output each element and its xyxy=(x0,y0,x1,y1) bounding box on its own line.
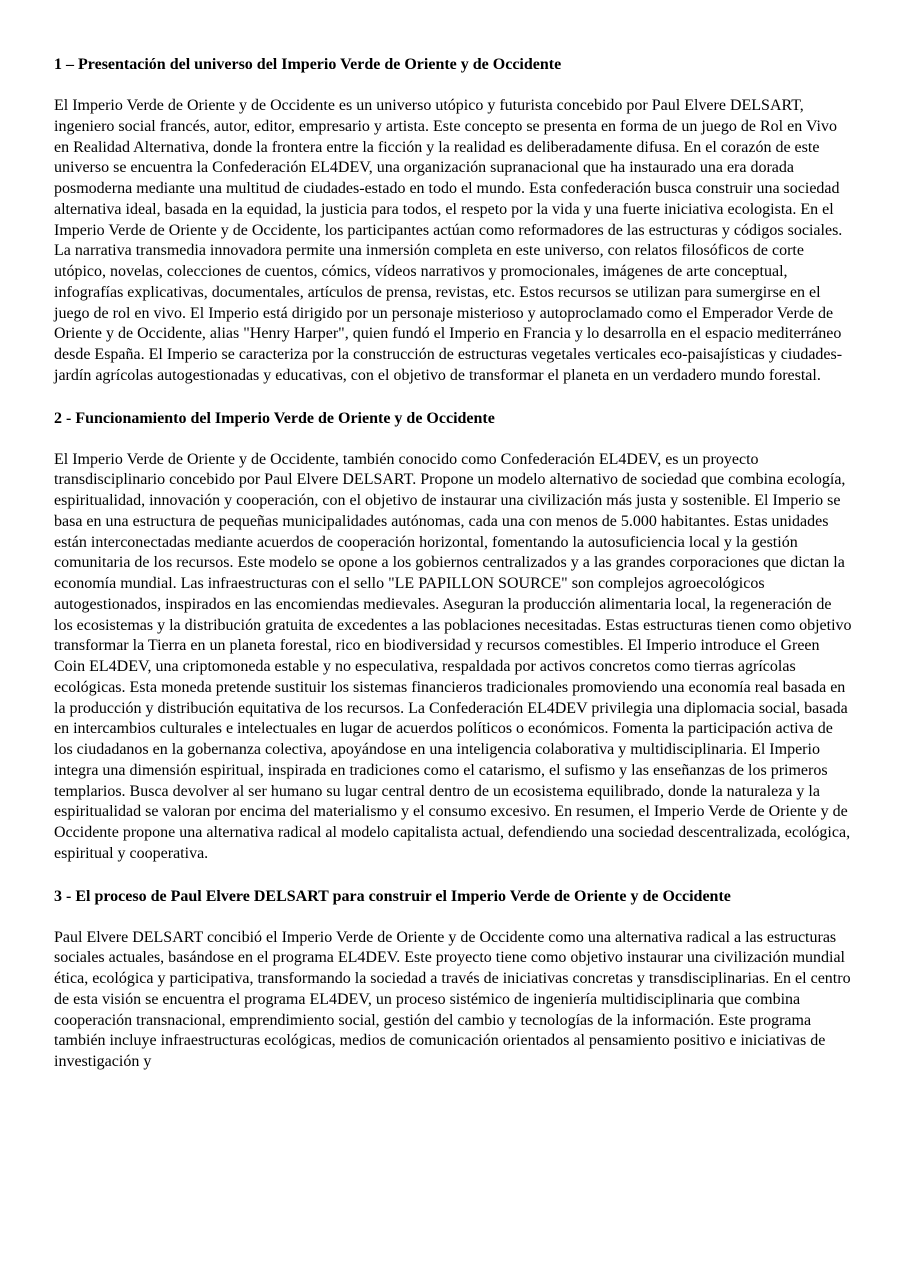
section-paragraph: Paul Elvere DELSART concibió el Imperio Verde de Oriente y de Occidente como una alternativa radical a las estructuras sociales actuales, basándose en el programa EL4DEV. Este proyecto tiene como objetivo instaurar una civilización mundial ética, ecológica y participativa, transformando la sociedad a través de iniciativas concretas y transdisciplinarias. En el centro de esta visión se encuentra el programa EL4DEV, un proceso sistémico de ingeniería multidisciplinaria que combina cooperación transnacional, emprendimiento social, gestión del cambio y tecnologías de la información. Este programa también incluye infraestructuras ecológicas, medios de comunicación orientados al pensamiento positivo e iniciativas de investigación y xyxy=(54,928,851,1070)
section-3 xyxy=(54,886,854,1073)
section-title: 1 – Presentación del universo del Imperio Verde de Oriente y de Occidente xyxy=(54,56,562,73)
section-1 xyxy=(54,54,854,387)
section-title: 2 - Funcionamiento del Imperio Verde de Oriente y de Occidente xyxy=(54,409,495,427)
section-paragraph: El Imperio Verde de Oriente y de Occidente es un universo utópico y futurista concebido por Paul Elvere DELSART, ingeniero social francés, autor, editor, empresario y artista. Este concepto se presenta en forma de un juego de Rol en Vivo en Realidad Alternativa, donde la frontera entre la ficción y la realidad es deliberadamente difusa. En el corazón de este universo se encuentra la Confederación EL4DEV, una organización supranacional que ha instaurado una era dorada posmoderna mediante una multitud de ciudades-estado en todo el mundo. Esta confederación busca construir una sociedad alternativa ideal, basada en la equidad, la justicia para todos, el respeto por la vida y una fuerte iniciativa ecologista. En el Imperio Verde de Oriente y de Occidente, los participantes actúan como reformadores de las estructuras y códigos sociales. La narrativa transmedia innovadora permite una inmersión completa en este universo, con relatos filosóficos de corte utópico, novelas, colecciones de cuentos, cómics, vídeos narrativos y promocionales, imágenes de arte conceptual, infografías explicativas, documentales, artículos de prensa, revistas, etc. Estos recursos se utilizan para sumergirse en el juego de rol en vivo. El Imperio está dirigido por un personaje misterioso y autoproclamado como el Emperador Verde de Oriente y de Occidente, alias "Henry Harper", quien fundó el Imperio en Francia y lo desarrolla en el espacio mediterráneo desde España. El Imperio se caracteriza por la construcción de estructuras vegetales verticales eco-paisajísticas y ciudades-jardín agrícolas autogestionadas y educativas, con el objetivo de transformar el planeta en un verdadero mundo forestal. xyxy=(54,97,843,384)
section-paragraph: El Imperio Verde de Oriente y de Occidente, también conocido como Confederación EL4DEV, es un proyecto transdisciplinario concebido por Paul Elvere DELSART. Propone un modelo alternativo de sociedad que combina ecología, espiritualidad, innovación y cooperación, con el objetivo de instaurar una civilización más justa y sostenible. El Imperio se basa en una estructura de pequeñas municipalidades autónomas, cada una con menos de 5.000 habitantes. Estas unidades están interconectadas mediante acuerdos de cooperación horizontal, fomentando la autosuficiencia local y la gestión comunitaria de los recursos. Este modelo se opone a los gobiernos centralizados y a las grandes corporaciones que dictan la economía mundial. Las infraestructuras con el sello "LE PAPILLON SOURCE" son complejos agroecológicos autogestionados, inspirados en las encomiendas medievales. Aseguran la producción alimentaria local, la regeneración de los ecosistemas y la distribución gratuita de excedentes a las poblaciones necesitadas. Estas estructuras tienen como objetivo transformar la Tierra en un planeta forestal, rico en biodiversidad y recursos comestibles. El Imperio introduce el Green Coin EL4DEV, una criptomoneda estable y no especulativa, respaldada por activos concretos como tierras agrícolas ecológicas. Esta moneda pretende sustituir los sistemas financieros tradicionales promoviendo una economía real basada en la producción y distribución equitativa de los recursos. La Confederación EL4DEV privilegia una diplomacia social, basada en intercambios culturales e intelectuales en lugar de acuerdos políticos o económicos. Fomenta la participación activa de los ciudadanos en la gobernanza colectiva, apoyándose en una inteligencia colaborativa y multidisciplinaria. El Imperio integra una dimensión espiritual, inspirada en tradiciones como el catarismo, el sufismo y las enseñanzas de los primeros templarios. Busca devolver al ser humano su lugar central dentro de un ecosistema equilibrado, donde la naturaleza y la espiritualidad se valoran por encima del materialismo y el consumo excesivo. En resumen, el Imperio Verde de Oriente y de Occidente propone una alternativa radical al modelo capitalista actual, defendiendo una sociedad descentralizada, ecológica, espiritual y cooperativa. xyxy=(54,450,852,862)
document-page xyxy=(54,54,854,1094)
section-2 xyxy=(54,408,854,865)
section-title: 3 - El proceso de Paul Elvere DELSART para construir el Imperio Verde de Oriente y de Occidente xyxy=(54,887,731,905)
